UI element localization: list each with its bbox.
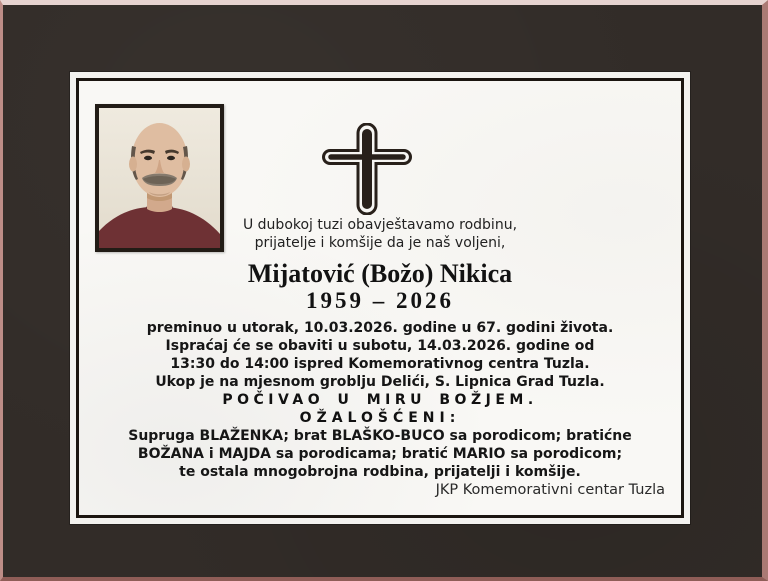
detail-line: preminuo u utorak, 10.03.2026. godine u 67. godini života.	[146, 320, 614, 336]
obituary-text	[85, 217, 675, 499]
deceased-name: Mijatović (Božo) Nikica	[247, 259, 513, 288]
white-mat-border	[70, 72, 690, 524]
detail-line: Ispraćaj će se obaviti u subotu, 14.03.2026. godine od	[165, 338, 595, 354]
notice-content-area	[76, 78, 684, 518]
intro-line: prijatelje i komšije da je naš voljeni,	[254, 234, 506, 251]
funeral-home-signature: JKP Komemorativni centar Tuzla	[435, 482, 665, 498]
rest-in-peace-line: POČIVAO U MIRU BOŽJEM.	[222, 392, 538, 408]
intro-line: U dubokoj tuzi obavještavamo rodbinu,	[242, 217, 518, 233]
funeral-details	[85, 319, 675, 391]
mourner-line: te ostala mnogobrojna rodbina, prijatelji i komšije.	[179, 464, 581, 480]
detail-line: Ukop je na mjesnom groblju Delići, S. Lipnica Grad Tuzla.	[155, 374, 605, 390]
mourner-line: Supruga BLAŽENKA; brat BLAŠKO-BUCO sa porodicom; bratićne	[128, 428, 632, 444]
deceased-years: 1959 – 2026	[306, 288, 454, 313]
mourner-line: BOŽANA i MAJDA sa porodicama; bratić MARIO sa porodicom;	[137, 446, 623, 462]
mourners-list	[85, 427, 675, 481]
mourners-heading: OŽALOŠĆENI:	[299, 410, 461, 426]
detail-line: 13:30 do 14:00 ispred Komemorativnog centra Tuzla.	[170, 356, 590, 372]
christian-cross-icon	[320, 123, 412, 215]
